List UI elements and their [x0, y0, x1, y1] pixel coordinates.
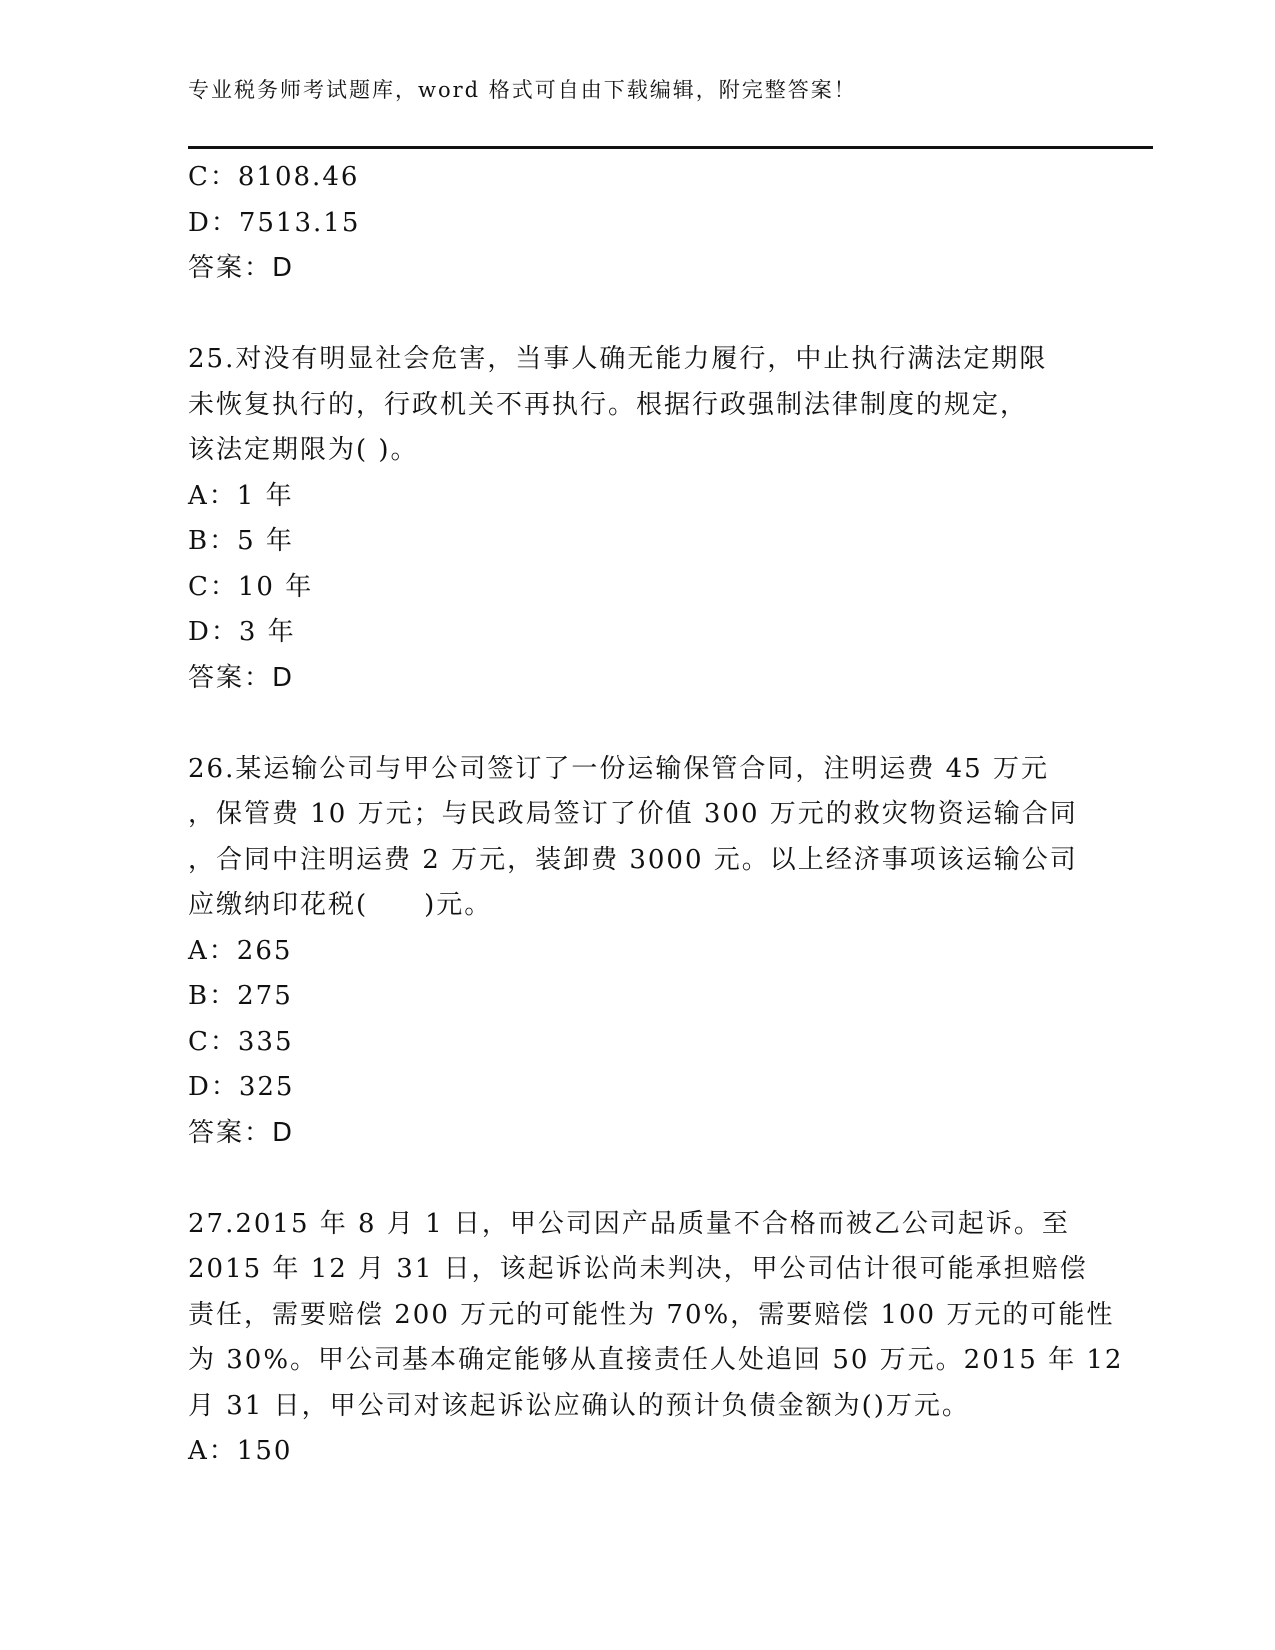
question-text-line: 为 30%。甲公司基本确定能够从直接责任人处追回 50 万元。2015 年 12 — [188, 1345, 1124, 1375]
spacer — [188, 701, 1088, 747]
option-d: D：3 年 — [188, 617, 296, 647]
question-text-line: 2015 年 12 月 31 日，该起诉讼尚未判决，甲公司估计很可能承担赔偿 — [188, 1254, 1088, 1284]
header-divider — [188, 146, 1153, 149]
answer-text: 答案：D — [188, 1117, 295, 1148]
question-text-line: 未恢复执行的，行政机关不再执行。根据行政强制法律制度的规定， — [188, 389, 1029, 420]
option-a: A：150 — [188, 1436, 293, 1466]
option-c: C：10 年 — [188, 571, 314, 602]
option-a: A：1 年 — [188, 480, 294, 511]
option-d: D：7513.15 — [188, 207, 361, 238]
option-d: D：325 — [188, 1072, 295, 1102]
document-body — [188, 155, 1124, 1475]
question-text-line: 应缴纳印花税( )元。 — [188, 890, 493, 920]
page-header: 专业税务师考试题库，word 格式可自由下载编辑，附完整答案！ — [188, 78, 857, 102]
question-text-line: ，保管费 10 万元；与民政局签订了价值 300 万元的救灾物资运输合同 — [188, 799, 1078, 829]
option-b: B：275 — [188, 981, 293, 1011]
option-a: A：265 — [188, 935, 293, 966]
question-text-line: 该法定期限为( )。 — [188, 435, 419, 465]
option-c: C：8108.46 — [188, 162, 360, 192]
question-text-line: 27.2015 年 8 月 1 日，甲公司因产品质量不合格而被乙公司起诉。至 — [188, 1208, 1070, 1239]
option-c: C：335 — [188, 1026, 294, 1057]
option-b: B：5 年 — [188, 526, 294, 556]
spacer — [188, 1156, 1088, 1202]
question-text-line: 月 31 日，甲公司对该起诉讼应确认的预计负债金额为()万元。 — [188, 1390, 970, 1421]
question-26 — [188, 747, 1088, 1157]
spacer — [188, 292, 1088, 338]
question-text-line: ，合同中注明运费 2 万元，装卸费 3000 元。以上经济事项该运输公司 — [188, 844, 1078, 875]
question-text-line: 26.某运输公司与甲公司签订了一份运输保管合同，注明运费 45 万元 — [188, 753, 1049, 784]
question-text-line: 责任，需要赔偿 200 万元的可能性为 70%，需要赔偿 100 万元的可能性 — [188, 1299, 1115, 1330]
question-25 — [188, 337, 1088, 701]
question-27 — [188, 1202, 1124, 1475]
question-text-line: 25.对没有明显社会危害，当事人确无能力履行，中止执行满法定期限 — [188, 344, 1048, 374]
answer-text: 答案：D — [188, 662, 295, 693]
answer-text: 答案：D — [188, 253, 295, 283]
